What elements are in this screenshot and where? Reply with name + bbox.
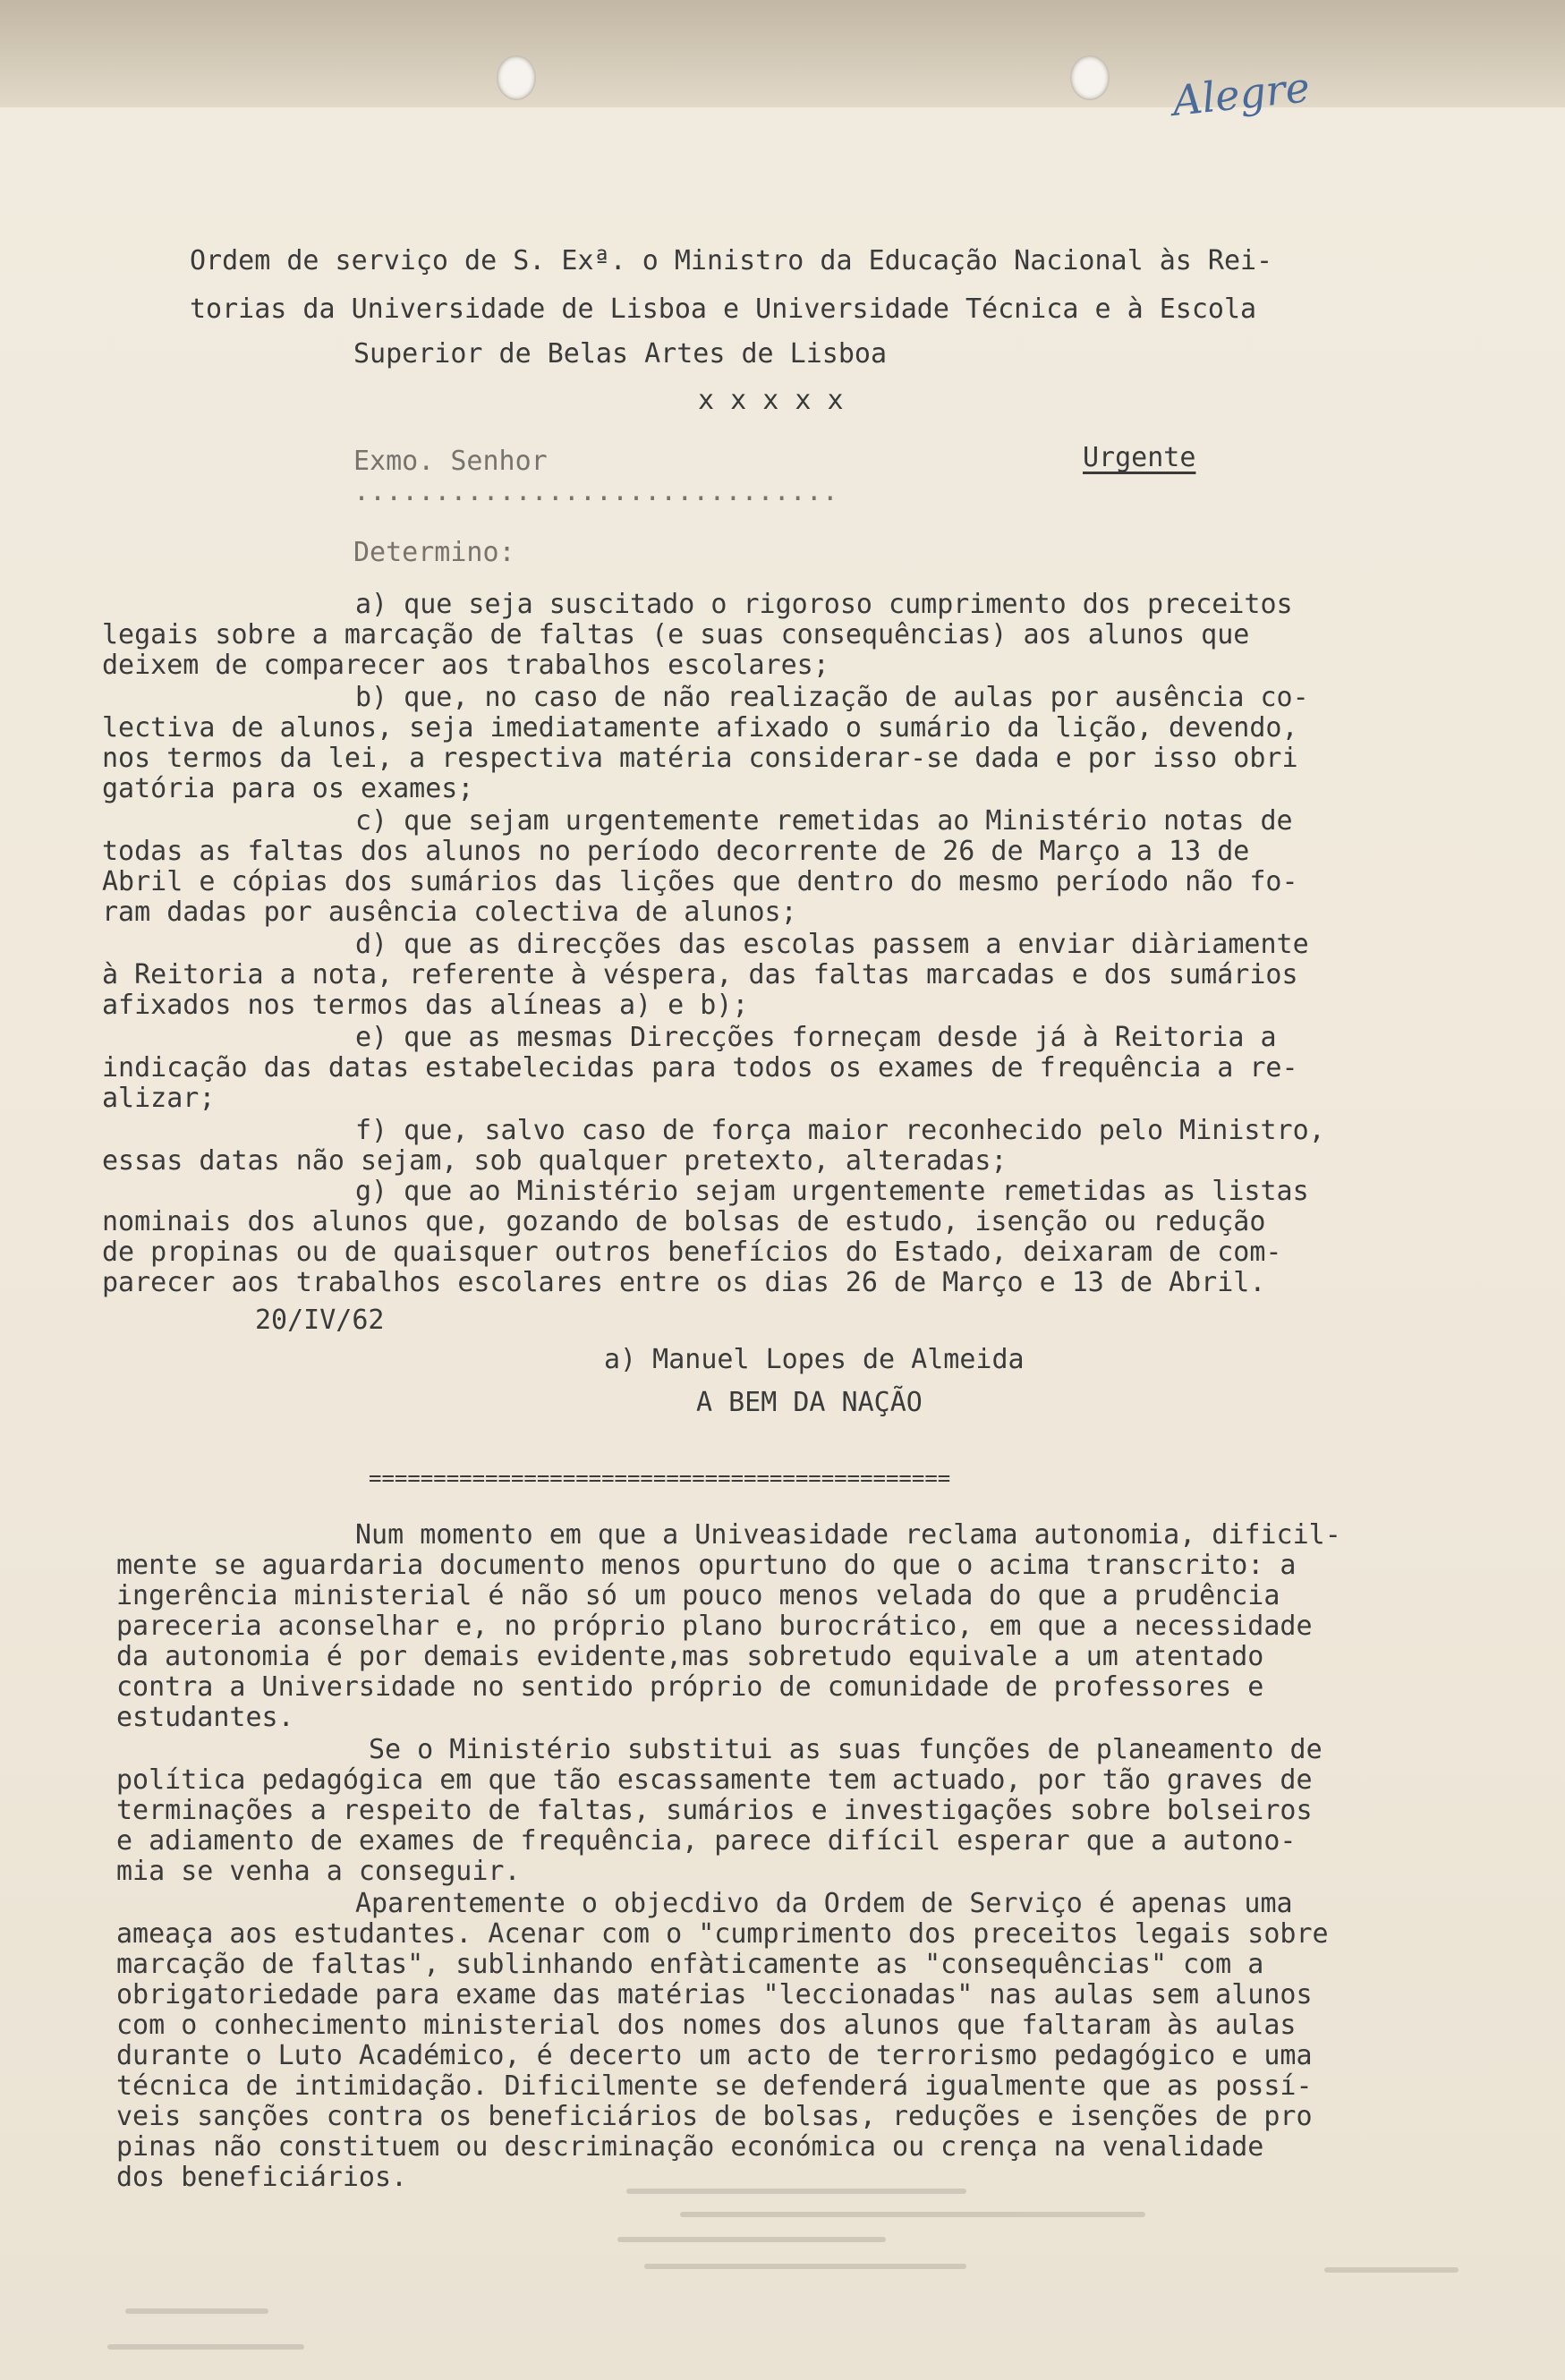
body-line: ram dadas por ausência colectiva de alunos; [102,897,797,928]
dotted-line: .............................. [353,476,838,507]
motto: A BEM DA NAÇÃO [696,1387,923,1418]
body-line: parecer aos trabalhos escolares entre os dias 26 de Março e 13 de Abril. [102,1267,1266,1298]
body-line: g) que ao Ministério sejam urgentemente remetidas as listas [355,1176,1309,1207]
body-line: legais sobre a marcação de faltas (e suas consequências) aos alunos que [102,619,1250,650]
commentary-line: mente se aguardaria documento menos opurtuno do que o acima transcrito: a [116,1550,1297,1581]
separator-line: ============================================= [369,1466,951,1491]
commentary-line: veis sanções contra os beneficiários de bolsas, reduções e isenções de pro [116,2101,1313,2132]
commentary-line: pareceria aconselhar e, no próprio plano burocrático, em que a necessidade [116,1611,1313,1642]
body-line: lectiva de alunos, seja imediatamente afixado o sumário da lição, devendo, [102,712,1298,744]
body-line: deixem de comparecer aos trabalhos escolares; [102,650,829,681]
determino-label: Determino: [353,537,515,568]
commentary-line: marcação de faltas", sublinhando enfàticamente as "consequências" com a [116,1949,1264,1980]
body-line: gatória para os exames; [102,773,474,804]
commentary-line: Num momento em que a Univeasidade reclama autonomia, dificil- [355,1519,1341,1551]
salutation: Exmo. Senhor [353,446,548,477]
scan-top-band [0,0,1565,125]
commentary-line: Aparentemente o objecdivo da Ordem de Serviço é apenas uma [355,1888,1293,1919]
header-line-2: torias da Universidade de Lisboa e Universidade Técnica e à Escola [190,293,1257,325]
document-date: 20/IV/62 [255,1305,385,1336]
body-line: de propinas ou de quaisquer outros benefícios do Estado, deixaram de com- [102,1237,1282,1268]
body-line: e) que as mesmas Direcções forneçam desde já à Reitoria a [355,1022,1277,1053]
urgency-label: Urgente [1083,442,1196,473]
body-line: a) que seja suscitado o rigoroso cumprimento dos preceitos [355,589,1293,620]
commentary-line: Se o Ministério substitui as suas funções de planeamento de [369,1734,1323,1765]
punch-hole [1070,55,1110,100]
commentary-line: política pedagógica em que tão escassamente tem actuado, por tão graves de [116,1764,1313,1796]
commentary-line: e adiamento de exames de frequência, parece difícil esperar que a autono- [116,1825,1297,1857]
body-line: à Reitoria a nota, referente à véspera, das faltas marcadas e dos sumários [102,959,1298,990]
header-line-1: Ordem de serviço de S. Exª. o Ministro da Educação Nacional às Rei- [190,245,1273,276]
body-line: alizar; [102,1083,216,1114]
body-line: f) que, salvo caso de força maior reconhecido pelo Ministro, [355,1115,1325,1146]
body-line: b) que, no caso de não realização de aulas por ausência co- [355,682,1309,713]
body-line: nominais dos alunos que, gozando de bolsas de estudo, isenção ou redução [102,1206,1266,1237]
signature-line: a) Manuel Lopes de Almeida [604,1344,1025,1375]
header-line-3: Superior de Belas Artes de Lisboa [353,338,888,370]
commentary-line: obrigatoriedade para exame das matérias "leccionadas" nas aulas sem alunos [116,1979,1313,2010]
body-line: d) que as direcções das escolas passem a enviar diàriamente [355,929,1309,960]
commentary-line: estudantes. [116,1702,294,1733]
body-line: nos termos da lei, a respectiva matéria considerar-se dada e por isso obri [102,743,1298,774]
commentary-line: ameaça aos estudantes. Acenar com o "cumprimento dos preceitos legais sobre [116,1918,1329,1950]
body-line: Abril e cópias dos sumários das lições que dentro do mesmo período não fo- [102,866,1298,897]
body-line: c) que sejam urgentemente remetidas ao Ministério notas de [355,805,1293,837]
body-line: essas datas não sejam, sob qualquer pretexto, alteradas; [102,1145,1008,1177]
commentary-line: contra a Universidade no sentido próprio de comunidade de professores e [116,1671,1264,1703]
commentary-line: mia se venha a conseguir. [116,1856,521,1887]
handwritten-note: Alegre [1169,63,1313,125]
commentary-line: dos beneficiários. [116,2162,408,2193]
commentary-line: ingerência ministerial é não só um pouco menos velada do que a prudência [116,1580,1280,1611]
bleed-through-marks [0,2174,1565,2380]
body-line: afixados nos termos das alíneas a) e b); [102,990,749,1021]
commentary-line: da autonomia é por demais evidente,mas sobretudo equivale a um atentado [116,1641,1264,1672]
punch-hole [497,55,536,100]
body-line: indicação das datas estabelecidas para todos os exames de frequência a re- [102,1052,1298,1084]
header-stars: x x x x x [698,385,844,416]
commentary-line: técnica de intimidação. Dificilmente se defenderá igualmente que as possí- [116,2070,1313,2102]
commentary-line: durante o Luto Académico, é decerto um acto de terrorismo pedagógico e uma [116,2040,1313,2071]
commentary-line: pinas não constituem ou descriminação económica ou crença na venalidade [116,2131,1264,2163]
commentary-line: terminações a respeito de faltas, sumários e investigações sobre bolseiros [116,1795,1313,1826]
commentary-line: com o conhecimento ministerial dos nomes dos alunos que faltaram às aulas [116,2010,1297,2041]
body-line: todas as faltas dos alunos no período decorrente de 26 de Março a 13 de [102,836,1250,867]
